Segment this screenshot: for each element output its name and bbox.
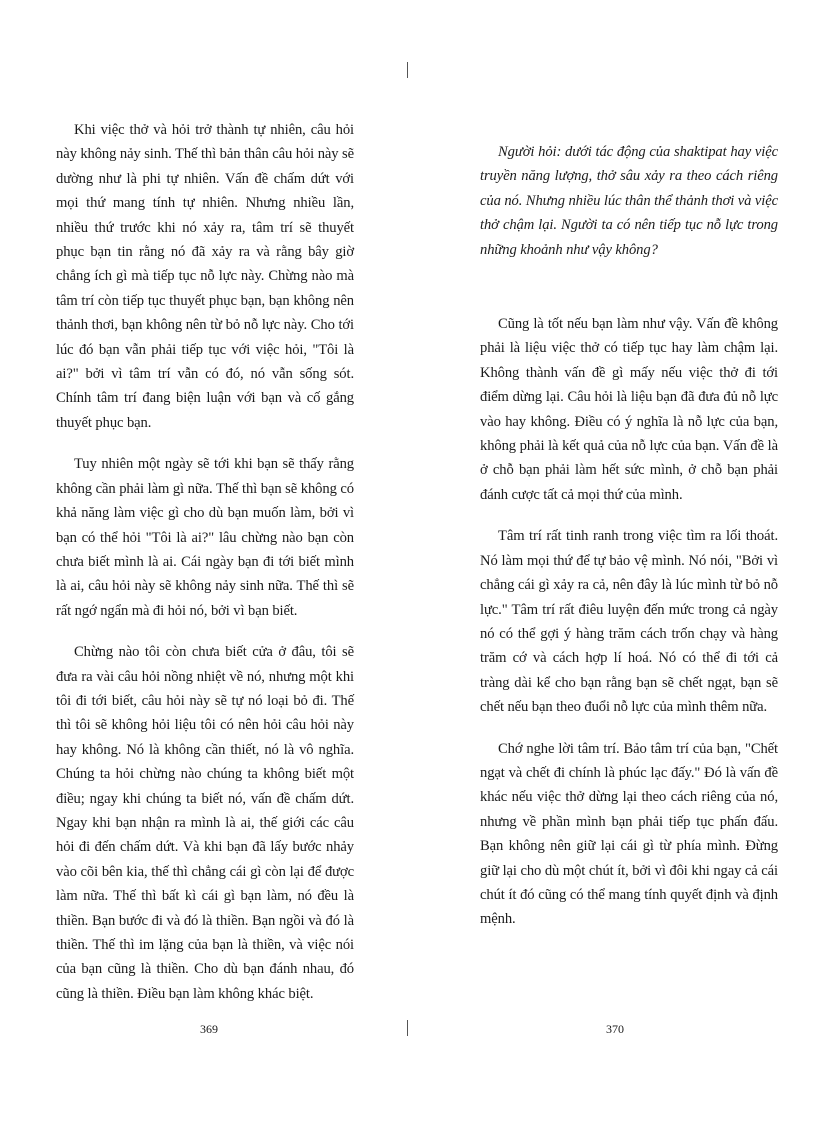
paragraph: Khi việc thở và hỏi trở thành tự nhiên, câu hỏi này không nảy sinh. Thế thì bản thân câu hỏi này sẽ dường như là phi tự nhiên. Vấn đề chấm dứt với mọi thứ mang tính tự nhiên. Nhưng nhiều lần, nhiều thứ trước khi nó xảy ra, tâm trí sẽ thuyết phục bạn tin rằng nó đã xảy ra và rằng bây giờ chẳng ích gì mà tiếp tục nỗ lực này. Chừng nào mà tâm trí còn tiếp tục thuyết phục bạn, bạn không nên thảnh thơi, bạn không nên từ bỏ nỗ lực này. Cho tới lúc đó bạn vẫn phải tiếp tục với việc hỏi, "Tôi là ai?" bởi vì tâm trí vẫn có đó, nó vẫn sống sót. Chính tâm trí đang biện luận với bạn và cố gắng thuyết phục bạn.	[56, 122, 354, 431]
gutter-divider-top	[407, 62, 408, 78]
paragraph: Tuy nhiên một ngày sẽ tới khi bạn sẽ thấy rằng không cần phải làm gì nữa. Thế thì bạn sẽ không có khả năng làm việc gì cho dù bạn muốn làm, bởi vì bạn có thể hỏi "Tôi là ai?" lâu chừng nào bạn còn chưa biết mình là ai. Cái ngày bạn đi tới biết mình là ai, câu hỏi này sẽ không nảy sinh nữa. Thế thì sẽ rất ngớ ngẩn mà đi hỏi nó, bởi vì bạn biết.	[56, 456, 354, 619]
paragraph: Chừng nào tôi còn chưa biết cửa ở đâu, tôi sẽ đưa ra vài câu hỏi nồng nhiệt về nó, nhưng một khi tôi đi tới biết, câu hỏi này sẽ tự nó loại bỏ đi. Thế thì tôi sẽ không hỏi liệu tôi có nên hỏi câu hỏi này hay không. Nó là không cần thiết, nó là vô nghĩa. Chúng ta hỏi chừng nào chúng ta không biết một điều; ngay khi chúng ta biết nó, vấn đề chấm dứt. Ngay khi bạn nhận ra mình là ai, thế giới các câu hỏi đi đến chấm dứt. Và khi bạn đã lấy bước nhảy vào cõi bên kia, thế thì chẳng cái gì còn lại để được làm nữa. Thế thì bất kì cái gì bạn làm, nó đều là thiền. Bạn bước đi và đó là thiền. Bạn ngồi và đó là thiền. Thế thì im lặng của bạn là thiền, và việc nói của bạn cũng là thiền. Cho dù bạn đánh nhau, đó cũng là thiền. Điều bạn làm không khác biệt.	[56, 644, 354, 1002]
gutter-divider-bottom	[407, 1020, 408, 1036]
paragraph: Cũng là tốt nếu bạn làm như vậy. Vấn đề không phải là liệu việc thở có tiếp tục hay làm chậm lại. Không thành vấn đề gì mấy nếu việc thở đi tới điểm dừng lại. Câu hỏi là liệu bạn đã đưa đủ nỗ lực vào hay không. Điều có ý nghĩa là nỗ lực của bạn, không phải là kết quả của nỗ lực của bạn. Vấn đề là ở chỗ bạn phải làm hết sức mình, ở chỗ bạn phải đánh cược tất cả mọi thứ của mình.	[480, 316, 778, 503]
right-page	[480, 140, 778, 949]
page-number-right: 370	[606, 1022, 624, 1036]
paragraph: Chớ nghe lời tâm trí. Bảo tâm trí của bạn, "Chết ngạt và chết đi chính là phúc lạc đấy." Đó là vấn đề khác nếu việc thở dừng lại theo cách riêng của nó, nhưng về phần mình bạn phải tiếp tục phấn đấu. Bạn không nên giữ lại cái gì từ phía mình. Đừng giữ lại cho dù một chút ít, bởi vì đôi khi ngay cả cái chút ít đó cũng có thể mang tính quyết định và định mệnh.	[480, 740, 778, 928]
left-page	[56, 118, 354, 1023]
page-number-left: 369	[200, 1022, 218, 1036]
question-paragraph: Người hỏi: dưới tác động của shaktipat hay việc truyền năng lượng, thở sâu xảy ra theo cách riêng của nó. Nhưng nhiều lúc thân thể thảnh thơi và việc thở chậm lại. Người ta có nên tiếp tục nỗ lực trong những khoảnh như vậy không?	[480, 144, 779, 258]
paragraph: Tâm trí rất tinh ranh trong việc tìm ra lối thoát. Nó làm mọi thứ để tự bảo vệ mình. Nó nói, "Bởi vì chẳng cái gì xảy ra cả, nên đây là lúc mình từ bỏ nỗ lực." Tâm trí rất điêu luyện đến mức trong cả ngày nó có thể gợi ý hàng trăm cách trốn chạy và hàng trăm cớ và cách hợp lí hoá. Nó có thể đi tới cả tràng dài kể cho bạn rằng bạn sẽ chết ngạt, bạn sẽ chết nếu bạn theo đuổi nỗ lực của mình thêm nữa.	[480, 528, 778, 716]
